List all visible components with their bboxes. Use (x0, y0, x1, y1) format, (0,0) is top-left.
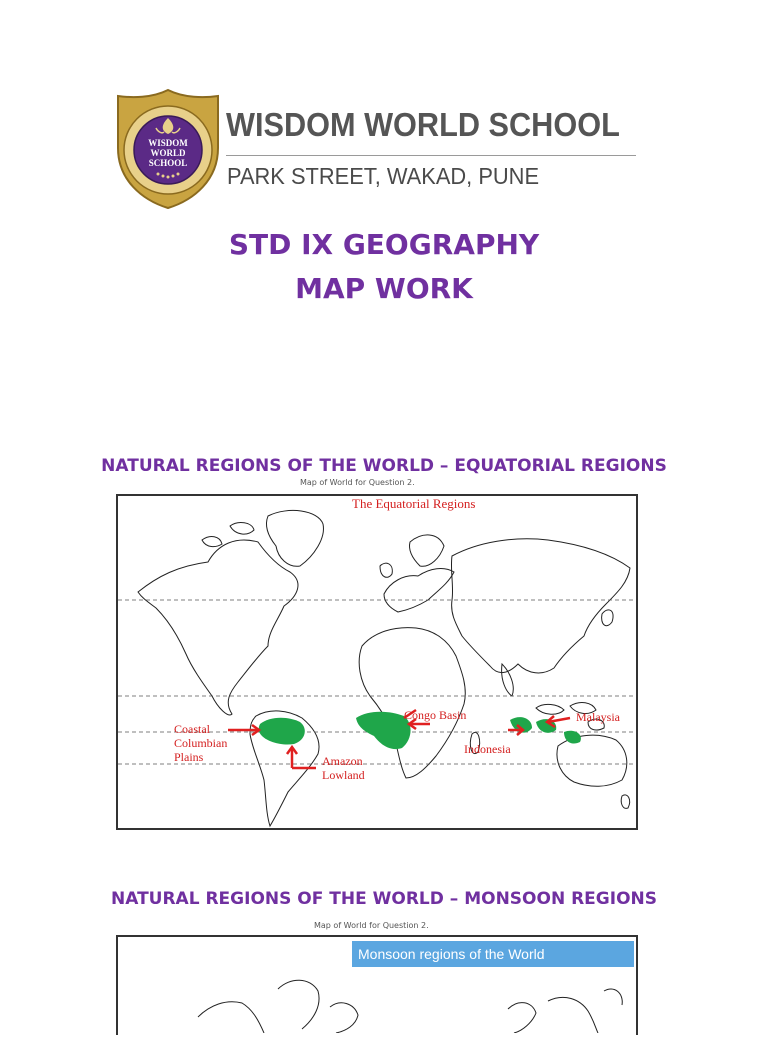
amazon-region (259, 718, 305, 745)
indonesia-region-east (564, 731, 581, 744)
congo-region (356, 712, 411, 749)
equatorial-map (116, 494, 638, 830)
school-address: PARK STREET, WAKAD, PUNE (227, 163, 540, 189)
page-title-line-1: STD IX GEOGRAPHY (228, 228, 540, 261)
header-divider (226, 155, 636, 156)
school-logo (112, 88, 224, 210)
map-caption-equatorial: Map of World for Question 2. (300, 478, 415, 487)
page-title-line-2: MAP WORK (295, 272, 473, 305)
equatorial-map-title: The Equatorial Regions (352, 496, 476, 511)
label-congo-basin: Congo Basin (404, 708, 467, 722)
school-name: WISDOM WORLD SCHOOL (226, 106, 620, 143)
section-heading-monsoon: NATURAL REGIONS OF THE WORLD – MONSOON REGIONS (111, 889, 657, 909)
label-amazon-lowland: Amazon Lowland (322, 754, 365, 782)
label-coastal-columbian-plains: Coastal Columbian Plains (174, 722, 228, 764)
monsoon-map-title: Monsoon regions of the World (352, 941, 634, 967)
logo-line-2: WORLD (150, 148, 186, 158)
map-caption-monsoon: Map of World for Question 2. (314, 921, 429, 930)
label-malaysia: Malaysia (576, 710, 620, 724)
logo-line-1: WISDOM (148, 138, 188, 148)
monsoon-map (116, 935, 638, 1035)
logo-line-3: SCHOOL (148, 158, 188, 168)
label-indonesia: Indonesia (464, 742, 511, 756)
section-heading-equatorial: NATURAL REGIONS OF THE WORLD – EQUATORIAL REGIONS (101, 456, 667, 476)
equatorial-world-map (118, 496, 636, 828)
